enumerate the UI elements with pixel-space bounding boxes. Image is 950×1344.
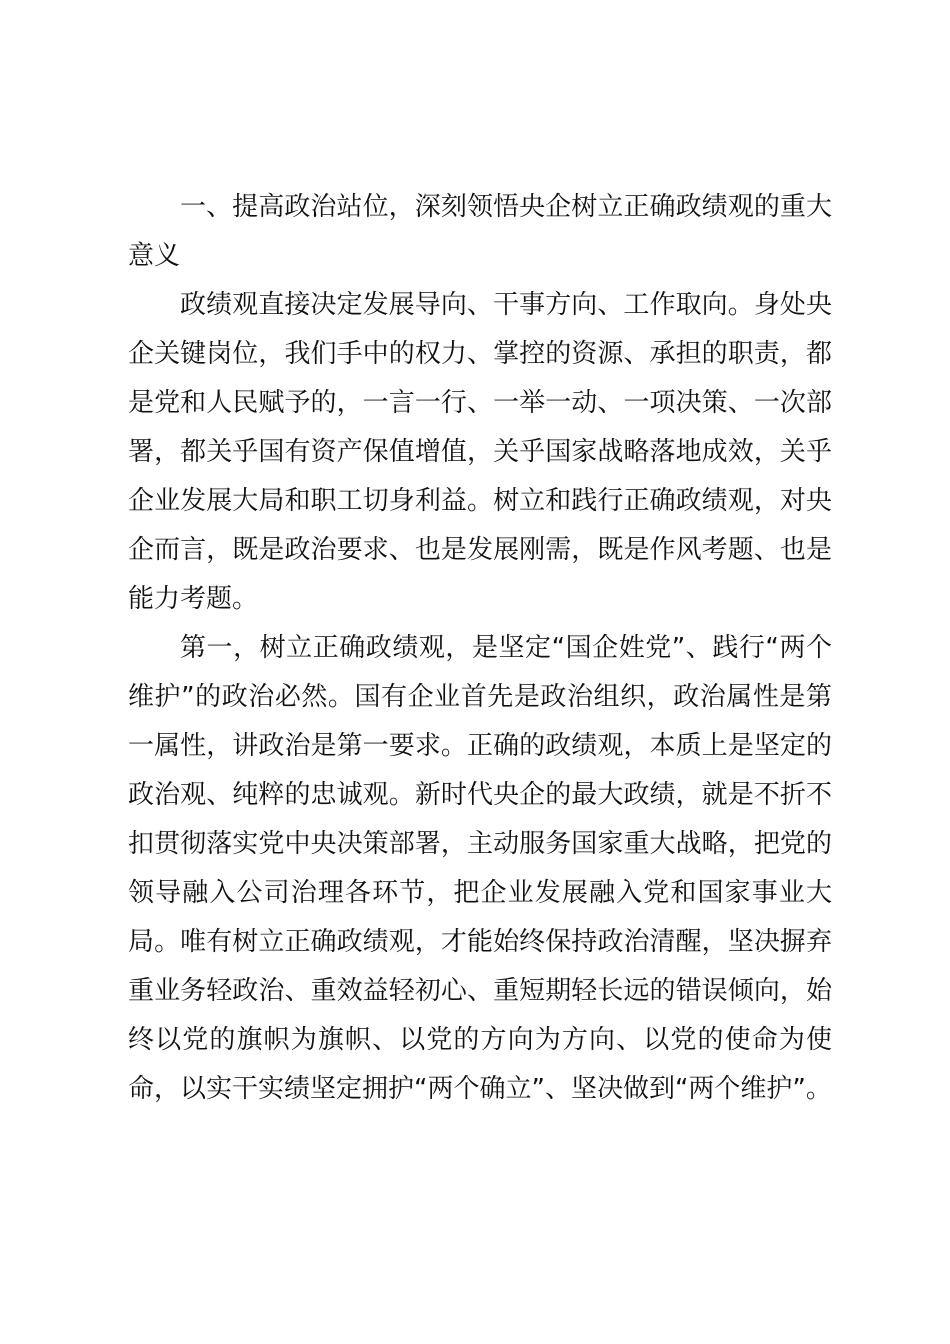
document-body [128,183,832,1114]
section-heading: 一、提高政治站位，深刻领悟央企树立正确政绩观的重大意义 [128,192,832,271]
body-paragraph: 政绩观直接决定发展导向、干事方向、工作取向。身处央企关键岗位，我们手中的权力、掌控的资源、承担的职责，都是党和人民赋予的，一言一行、一举一动、一项决策、一次部署，都关乎国有资产保值增值，关乎国家战略落地成效，关乎企业发展大局和职工切身利益。树立和践行正确政绩观，对央企而言，既是政治要求、也是发展刚需，既是作风考题、也是能力考题。 [128,290,832,614]
body-paragraph: 第一，树立正确政绩观，是坚定“国企姓党”、践行“两个维护”的政治必然。国有企业首先是政治组织，政治属性是第一属性，讲政治是第一要求。正确的政绩观，本质上是坚定的政治观、纯粹的忠诚观。新时代央企的最大政绩，就是不折不扣贯彻落实党中央决策部署，主动服务国家重大战略，把党的领导融入公司治理各环节，把企业发展融入党和国家事业大局。唯有树立正确政绩观，才能始终保持政治清醒，坚决摒弃重业务轻政治、重效益轻初心、重短期轻长远的错误倾向，始终以党的旗帜为旗帜、以党的方向为方向、以党的使命为使命，以实干实绩坚定拥护“两个确立”、坚决做到“两个维护”。 [128,633,832,1104]
